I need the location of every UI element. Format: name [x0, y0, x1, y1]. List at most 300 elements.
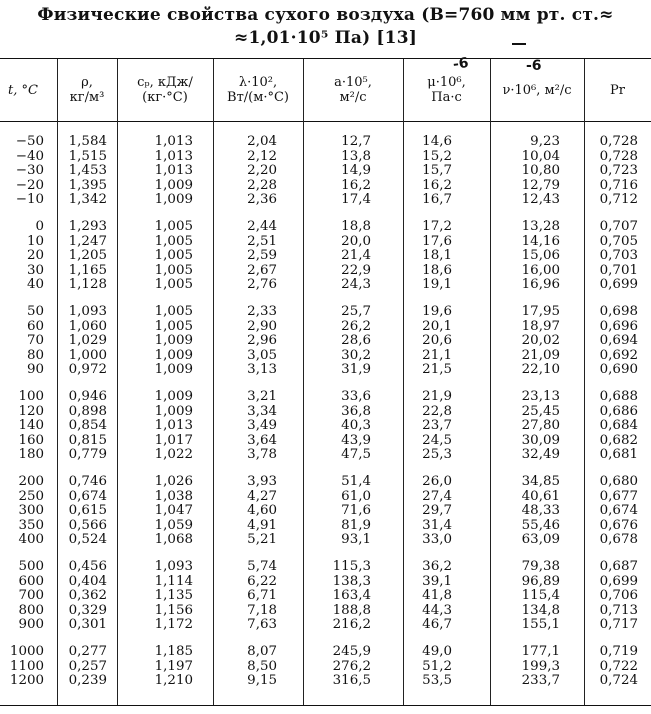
temperature-cell: 30 [26, 262, 44, 278]
temperature-cell: 200 [18, 474, 44, 489]
value-cell: 81,9 [341, 517, 371, 533]
value-cell: 1,128 [68, 277, 107, 292]
value-cell: 0,705 [599, 233, 638, 249]
temperature-cell: −30 [15, 163, 44, 178]
value-cell: 2,33 [247, 304, 277, 319]
value-cell: 20,1 [422, 318, 452, 334]
temperature-cell: 1200 [9, 673, 44, 688]
value-cell: 1,047 [154, 503, 193, 518]
value-cell: 36,8 [341, 403, 371, 419]
value-cell: 1,205 [68, 248, 107, 263]
value-cell: 4,60 [247, 503, 277, 518]
value-cell: 7,63 [247, 617, 277, 632]
value-cell: 13,8 [341, 148, 371, 164]
value-cell: 21,5 [422, 362, 452, 377]
temperature-cell: −40 [15, 148, 44, 164]
value-cell: 1,026 [154, 474, 193, 489]
value-cell: 55,46 [521, 517, 560, 533]
value-cell: 1,017 [154, 432, 193, 448]
value-cell: 1,013 [154, 163, 193, 178]
value-cell: 0,724 [599, 673, 638, 688]
column-header [57, 60, 117, 120]
value-cell: 1,005 [154, 233, 193, 249]
value-cell: 1,210 [154, 673, 193, 688]
value-cell: 9,15 [247, 673, 277, 688]
value-cell: 1,068 [154, 532, 193, 547]
value-cell: 2,76 [247, 277, 277, 292]
value-cell: 22,10 [521, 362, 560, 377]
value-cell: 1,395 [68, 177, 107, 193]
value-cell: 41,8 [422, 588, 452, 603]
value-cell: 0,678 [599, 532, 638, 547]
value-cell: 3,78 [247, 447, 277, 462]
value-cell: 2,67 [247, 262, 277, 278]
value-cell: 2,12 [247, 148, 277, 164]
temperature-cell: 20 [26, 248, 44, 263]
value-cell: 0,717 [599, 617, 638, 632]
value-cell: 2,20 [247, 163, 277, 178]
bottom-rule [0, 705, 651, 706]
value-cell: 0,239 [68, 673, 107, 688]
value-cell: 51,2 [422, 658, 452, 674]
value-cell: 20,0 [341, 233, 371, 249]
value-cell: 1,059 [154, 517, 193, 533]
value-cell: 0,699 [599, 573, 638, 589]
value-cell: 115,4 [521, 588, 560, 603]
temperature-cell: −10 [15, 192, 44, 207]
temperature-cell: 0 [35, 219, 44, 234]
value-cell: 1,342 [68, 192, 107, 207]
value-cell: 33,0 [422, 532, 452, 547]
value-cell: 2,44 [247, 219, 277, 234]
value-cell: 16,96 [521, 277, 560, 292]
value-cell: 47,5 [341, 447, 371, 462]
temperature-cell: 40 [26, 277, 44, 292]
handwritten-underline [512, 43, 526, 45]
value-cell: 32,49 [521, 447, 560, 462]
value-cell: 1,293 [68, 219, 107, 234]
value-cell: 0,719 [599, 644, 638, 659]
value-cell: 316,5 [332, 673, 371, 688]
column-header-line: λ·10², [238, 75, 278, 90]
value-cell: 21,4 [341, 248, 371, 263]
temperature-cell: 1100 [9, 658, 44, 674]
value-cell: 25,7 [341, 304, 371, 319]
value-cell: 10,80 [521, 163, 560, 178]
column-header-line: кг/м³ [69, 90, 105, 105]
value-cell: 40,61 [521, 488, 560, 504]
value-cell: 31,4 [422, 517, 452, 533]
value-cell: 20,6 [422, 333, 452, 348]
value-cell: 20,02 [521, 333, 560, 348]
value-cell: 0,524 [68, 532, 107, 547]
value-cell: 28,6 [341, 333, 371, 348]
value-cell: 17,6 [422, 233, 452, 249]
value-cell: 1,009 [154, 389, 193, 404]
value-cell: 1,185 [154, 644, 193, 659]
value-cell: 276,2 [332, 658, 371, 674]
value-cell: 6,22 [247, 573, 277, 589]
value-cell: 1,197 [154, 658, 193, 674]
value-cell: 3,64 [247, 432, 277, 448]
value-cell: 1,005 [154, 248, 193, 263]
value-cell: 29,7 [422, 503, 452, 518]
temperature-cell: 900 [18, 617, 44, 632]
value-cell: 0,404 [68, 573, 107, 589]
value-cell: 1,165 [68, 262, 107, 278]
value-cell: 4,27 [247, 488, 277, 504]
top-rule [0, 58, 651, 59]
value-cell: 233,7 [521, 673, 560, 688]
temperature-cell: −50 [15, 134, 44, 149]
value-cell: 0,566 [68, 517, 107, 533]
value-cell: 3,21 [247, 389, 277, 404]
value-cell: 13,28 [521, 219, 560, 234]
value-cell: 2,36 [247, 192, 277, 207]
value-cell: 0,779 [68, 447, 107, 462]
value-cell: 19,1 [422, 277, 452, 292]
title-line-1: Физические свойства сухого воздуха (B=760 мм рт. ст.≈ [37, 5, 614, 25]
value-cell: 0,713 [599, 602, 638, 618]
column-header-line: (кг·°С) [142, 90, 188, 105]
value-cell: 0,701 [599, 262, 638, 278]
value-cell: 12,7 [341, 134, 371, 149]
value-cell: 8,07 [247, 644, 277, 659]
value-cell: 1,005 [154, 304, 193, 319]
temperature-cell: 500 [18, 559, 44, 574]
value-cell: 44,3 [422, 602, 452, 618]
value-cell: 21,09 [521, 347, 560, 363]
value-cell: 7,18 [247, 602, 277, 618]
value-cell: 2,28 [247, 177, 277, 193]
column-header [303, 60, 403, 120]
column-header-line: ν·10⁶, м²/с [502, 82, 572, 98]
value-cell: 1,093 [154, 559, 193, 574]
value-cell: 39,1 [422, 573, 452, 589]
column-header [584, 60, 651, 120]
value-cell: 15,06 [521, 248, 560, 263]
value-cell: 36,2 [422, 559, 452, 574]
value-cell: 1,009 [154, 192, 193, 207]
value-cell: 199,3 [521, 658, 560, 674]
value-cell: 3,93 [247, 474, 277, 489]
value-cell: 18,6 [422, 262, 452, 278]
value-cell: 1,114 [154, 573, 193, 589]
column-divider [303, 59, 304, 705]
value-cell: 1,060 [68, 318, 107, 334]
temperature-cell: 50 [26, 304, 44, 319]
temperature-cell: 160 [18, 432, 44, 448]
temperature-cell: 90 [26, 362, 44, 377]
value-cell: 155,1 [521, 617, 560, 632]
value-cell: 2,51 [247, 233, 277, 249]
value-cell: 2,90 [247, 318, 277, 334]
temperature-cell: 120 [18, 403, 44, 419]
value-cell: 48,33 [521, 503, 560, 518]
value-cell: 0,707 [599, 219, 638, 234]
value-cell: 53,5 [422, 673, 452, 688]
value-cell: 2,04 [247, 134, 277, 149]
value-cell: 3,34 [247, 403, 277, 419]
value-cell: 0,615 [68, 503, 107, 518]
column-divider [117, 59, 118, 705]
value-cell: 0,684 [599, 418, 638, 433]
temperature-cell: 350 [18, 517, 44, 533]
value-cell: 8,50 [247, 658, 277, 674]
column-divider [57, 59, 58, 705]
column-divider [213, 59, 214, 705]
value-cell: 5,21 [247, 532, 277, 547]
temperature-cell: 60 [26, 318, 44, 334]
value-cell: 1,135 [154, 588, 193, 603]
value-cell: 188,8 [332, 602, 371, 618]
column-divider [490, 59, 491, 705]
value-cell: 0,696 [599, 318, 638, 334]
value-cell: 0,690 [599, 362, 638, 377]
value-cell: 0,699 [599, 277, 638, 292]
value-cell: 0,898 [68, 403, 107, 419]
temperature-cell: 400 [18, 532, 44, 547]
value-cell: 51,4 [341, 474, 371, 489]
temperature-cell: 180 [18, 447, 44, 462]
value-cell: 22,8 [422, 403, 452, 419]
value-cell: 0,728 [599, 134, 638, 149]
value-cell: 1,013 [154, 134, 193, 149]
value-cell: 1,009 [154, 333, 193, 348]
value-cell: 71,6 [341, 503, 371, 518]
column-header-line: Вт/(м·°С) [227, 90, 289, 105]
value-cell: 18,97 [521, 318, 560, 334]
value-cell: 1,005 [154, 262, 193, 278]
column-divider [403, 59, 404, 705]
value-cell: 138,3 [332, 573, 371, 589]
value-cell: 19,6 [422, 304, 452, 319]
temperature-cell: 300 [18, 503, 44, 518]
value-cell: 25,45 [521, 403, 560, 419]
value-cell: 1,584 [68, 134, 107, 149]
value-cell: 93,1 [341, 532, 371, 547]
value-cell: 21,9 [422, 389, 452, 404]
value-cell: 15,2 [422, 148, 452, 164]
value-cell: 1,453 [68, 163, 107, 178]
value-cell: 27,4 [422, 488, 452, 504]
value-cell: 0,676 [599, 517, 638, 533]
value-cell: 1,009 [154, 362, 193, 377]
value-cell: 1,005 [154, 277, 193, 292]
value-cell: 4,91 [247, 517, 277, 533]
value-cell: 23,13 [521, 389, 560, 404]
value-cell: 17,4 [341, 192, 371, 207]
value-cell: 0,703 [599, 248, 638, 263]
value-cell: 0,854 [68, 418, 107, 433]
value-cell: 24,3 [341, 277, 371, 292]
value-cell: 0,687 [599, 559, 638, 574]
value-cell: 0,706 [599, 588, 638, 603]
value-cell: 10,04 [521, 148, 560, 164]
temperature-cell: 250 [18, 488, 44, 504]
value-cell: 61,0 [341, 488, 371, 504]
value-cell: 1,013 [154, 148, 193, 164]
value-cell: 0,680 [599, 474, 638, 489]
value-cell: 0,686 [599, 403, 638, 419]
value-cell: 17,95 [521, 304, 560, 319]
column-header [213, 60, 303, 120]
value-cell: 0,723 [599, 163, 638, 178]
value-cell: 23,7 [422, 418, 452, 433]
value-cell: 24,5 [422, 432, 452, 448]
value-cell: 0,674 [68, 488, 107, 504]
temperature-cell: 800 [18, 602, 44, 618]
value-cell: 21,1 [422, 347, 452, 363]
column-header-line: cₚ, кДж/ [137, 75, 193, 90]
value-cell: 0,362 [68, 588, 107, 603]
value-cell: 17,2 [422, 219, 452, 234]
value-cell: 1,009 [154, 347, 193, 363]
value-cell: 1,013 [154, 418, 193, 433]
handwritten-nu-exponent: -6 [526, 58, 542, 74]
value-cell: 46,7 [422, 617, 452, 632]
value-cell: 14,6 [422, 134, 452, 149]
value-cell: 0,972 [68, 362, 107, 377]
value-cell: 79,38 [521, 559, 560, 574]
value-cell: 115,3 [332, 559, 371, 574]
value-cell: 0,722 [599, 658, 638, 674]
value-cell: 0,682 [599, 432, 638, 448]
value-cell: 0,692 [599, 347, 638, 363]
value-cell: 43,9 [341, 432, 371, 448]
value-cell: 0,716 [599, 177, 638, 193]
temperature-cell: 70 [26, 333, 44, 348]
value-cell: 3,05 [247, 347, 277, 363]
value-cell: 16,2 [422, 177, 452, 193]
value-cell: 1,172 [154, 617, 193, 632]
value-cell: 0,728 [599, 148, 638, 164]
value-cell: 26,0 [422, 474, 452, 489]
value-cell: 0,946 [68, 389, 107, 404]
value-cell: 34,85 [521, 474, 560, 489]
value-cell: 12,79 [521, 177, 560, 193]
column-header-line: Па·с [431, 90, 462, 105]
title-line-2: ≈1,01·10⁵ Па) [13] [234, 28, 417, 48]
value-cell: 1,029 [68, 333, 107, 348]
value-cell: 0,815 [68, 432, 107, 448]
value-cell: 0,329 [68, 602, 107, 618]
value-cell: 0,257 [68, 658, 107, 674]
value-cell: 12,43 [521, 192, 560, 207]
value-cell: 27,80 [521, 418, 560, 433]
value-cell: 1,515 [68, 148, 107, 164]
table-title [0, 4, 651, 50]
value-cell: 177,1 [521, 644, 560, 659]
value-cell: 31,9 [341, 362, 371, 377]
value-cell: 0,277 [68, 644, 107, 659]
value-cell: 16,00 [521, 262, 560, 278]
value-cell: 30,09 [521, 432, 560, 448]
handwritten-mu-exponent: -6 [451, 54, 470, 74]
value-cell: 14,16 [521, 233, 560, 249]
value-cell: 1,005 [154, 219, 193, 234]
value-cell: 216,2 [332, 617, 371, 632]
value-cell: 14,9 [341, 163, 371, 178]
temperature-cell: 80 [26, 347, 44, 363]
column-header-line: a·10⁵, [334, 75, 372, 90]
value-cell: 16,2 [341, 177, 371, 193]
value-cell: 49,0 [422, 644, 452, 659]
value-cell: 25,3 [422, 447, 452, 462]
value-cell: 0,698 [599, 304, 638, 319]
temperature-cell: 100 [18, 389, 44, 404]
value-cell: 6,71 [247, 588, 277, 603]
value-cell: 163,4 [332, 588, 371, 603]
value-cell: 0,456 [68, 559, 107, 574]
value-cell: 5,74 [247, 559, 277, 574]
column-header-line: Pr [610, 82, 625, 98]
value-cell: 1,009 [154, 403, 193, 419]
value-cell: 1,005 [154, 318, 193, 334]
value-cell: 134,8 [521, 602, 560, 618]
column-header-line: ρ, [81, 75, 93, 90]
temperature-cell: 140 [18, 418, 44, 433]
value-cell: 18,1 [422, 248, 452, 263]
value-cell: 26,2 [341, 318, 371, 334]
column-divider [584, 59, 585, 705]
value-cell: 0,677 [599, 488, 638, 504]
column-header [0, 60, 57, 120]
value-cell: 40,3 [341, 418, 371, 433]
value-cell: 1,093 [68, 304, 107, 319]
value-cell: 0,746 [68, 474, 107, 489]
value-cell: 245,9 [332, 644, 371, 659]
value-cell: 9,23 [530, 134, 560, 149]
temperature-cell: 700 [18, 588, 44, 603]
value-cell: 1,156 [154, 602, 193, 618]
value-cell: 63,09 [521, 532, 560, 547]
value-cell: 1,022 [154, 447, 193, 462]
value-cell: 2,59 [247, 248, 277, 263]
value-cell: 0,681 [599, 447, 638, 462]
temperature-cell: 600 [18, 573, 44, 589]
temperature-cell: −20 [15, 177, 44, 193]
value-cell: 18,8 [341, 219, 371, 234]
value-cell: 0,688 [599, 389, 638, 404]
value-cell: 1,009 [154, 177, 193, 193]
value-cell: 3,49 [247, 418, 277, 433]
temperature-cell: 10 [26, 233, 44, 249]
value-cell: 16,7 [422, 192, 452, 207]
value-cell: 30,2 [341, 347, 371, 363]
value-cell: 1,038 [154, 488, 193, 504]
temperature-cell: 1000 [9, 644, 44, 659]
column-header-line: μ·10⁶, [427, 75, 466, 90]
column-header-line: t, °C [8, 82, 38, 98]
value-cell: 15,7 [422, 163, 452, 178]
value-cell: 2,96 [247, 333, 277, 348]
value-cell: 1,247 [68, 233, 107, 249]
value-cell: 3,13 [247, 362, 277, 377]
column-header [403, 60, 490, 120]
value-cell: 0,301 [68, 617, 107, 632]
value-cell: 1,000 [68, 347, 107, 363]
value-cell: 22,9 [341, 262, 371, 278]
column-header-line: м²/с [339, 90, 367, 105]
value-cell: 96,89 [521, 573, 560, 589]
column-header [117, 60, 213, 120]
value-cell: 33,6 [341, 389, 371, 404]
value-cell: 0,712 [599, 192, 638, 207]
value-cell: 0,674 [599, 503, 638, 518]
value-cell: 0,694 [599, 333, 638, 348]
header-rule [0, 121, 651, 122]
